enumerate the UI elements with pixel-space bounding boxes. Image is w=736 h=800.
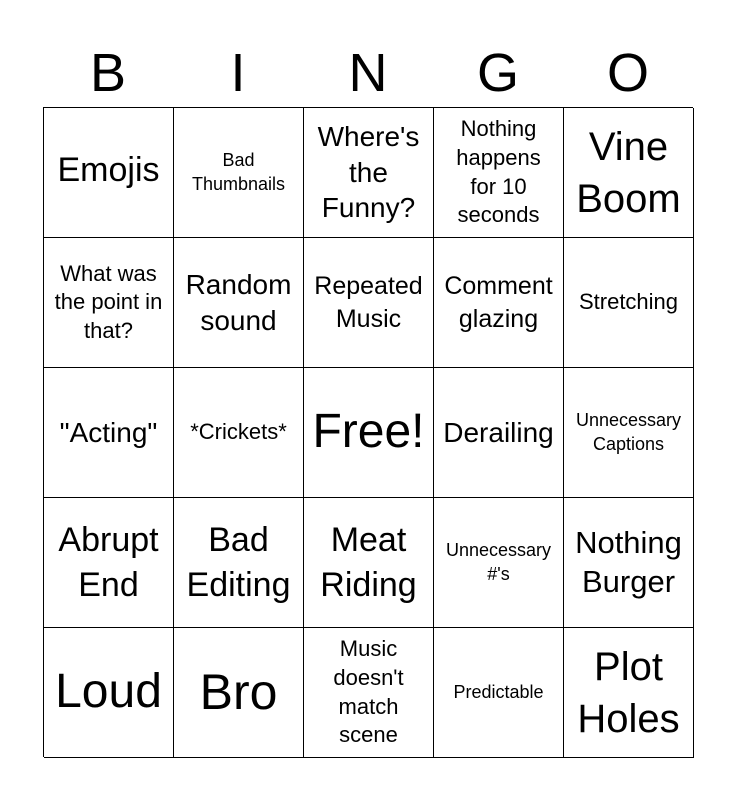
bingo-cell[interactable] xyxy=(174,628,304,758)
free-space-cell[interactable] xyxy=(304,368,434,498)
header-letter-i: I xyxy=(230,43,246,103)
bingo-cell[interactable] xyxy=(434,238,564,368)
bingo-cell[interactable] xyxy=(174,238,304,368)
bingo-header xyxy=(43,38,693,108)
cell-label: Bro xyxy=(199,664,278,721)
bingo-cell[interactable] xyxy=(44,628,174,758)
cell-label: Predictable xyxy=(453,681,544,702)
cell-label: Derailing xyxy=(443,416,554,448)
bingo-cell[interactable] xyxy=(44,368,174,498)
cell-label: Loud xyxy=(55,665,162,719)
cell-label: Stretching xyxy=(578,289,679,315)
cell-label: Music doesn't match scene xyxy=(333,636,404,748)
bingo-cell[interactable] xyxy=(44,108,174,238)
header-letter-b: B xyxy=(89,43,127,103)
bingo-cell[interactable] xyxy=(174,498,304,628)
bingo-cell[interactable] xyxy=(304,628,434,758)
cell-label: Where's the Funny? xyxy=(317,121,420,224)
bingo-cell[interactable] xyxy=(304,498,434,628)
bingo-cell[interactable] xyxy=(434,108,564,238)
bingo-cell[interactable] xyxy=(174,368,304,498)
cell-label: Emojis xyxy=(57,151,160,190)
cell-label: Comment glazing xyxy=(444,272,553,333)
bingo-cell[interactable] xyxy=(564,628,694,758)
bingo-cell[interactable] xyxy=(564,238,694,368)
bingo-cell[interactable] xyxy=(304,238,434,368)
bingo-cell[interactable] xyxy=(434,368,564,498)
bingo-cell[interactable] xyxy=(564,498,694,628)
cell-label: Vine Boom xyxy=(576,124,681,221)
bingo-cell[interactable] xyxy=(174,108,304,238)
bingo-cell[interactable] xyxy=(564,108,694,238)
bingo-cell[interactable] xyxy=(44,238,174,368)
free-space-label: Free! xyxy=(312,405,425,459)
cell-label: Nothing Burger xyxy=(575,524,682,599)
bingo-cell[interactable] xyxy=(434,628,564,758)
cell-label: Plot Holes xyxy=(577,644,680,741)
header-letter-n: N xyxy=(348,43,388,103)
cell-label: Random sound xyxy=(185,268,292,336)
cell-label: What was the point in that? xyxy=(54,260,163,343)
cell-label: Meat Riding xyxy=(320,520,417,604)
cell-label: Repeated Music xyxy=(314,272,423,333)
cell-label: "Acting" xyxy=(59,416,158,448)
header-letter-g: G xyxy=(476,43,519,103)
header-letter-o: O xyxy=(606,43,649,103)
bingo-cell[interactable] xyxy=(564,368,694,498)
bingo-cell[interactable] xyxy=(434,498,564,628)
cell-label: *Crickets* xyxy=(190,419,287,445)
cell-label: Bad Editing xyxy=(186,520,291,604)
bingo-cell[interactable] xyxy=(44,498,174,628)
cell-label: Bad Thumbnails xyxy=(191,150,286,194)
cell-label: Unnecessary Captions xyxy=(575,410,682,454)
cell-label: Nothing happens for 10 seconds xyxy=(456,116,541,228)
cell-label: Abrupt End xyxy=(58,520,159,604)
bingo-grid xyxy=(43,107,693,757)
cell-label: Unnecessary #'s xyxy=(445,540,552,584)
bingo-cell[interactable] xyxy=(304,108,434,238)
